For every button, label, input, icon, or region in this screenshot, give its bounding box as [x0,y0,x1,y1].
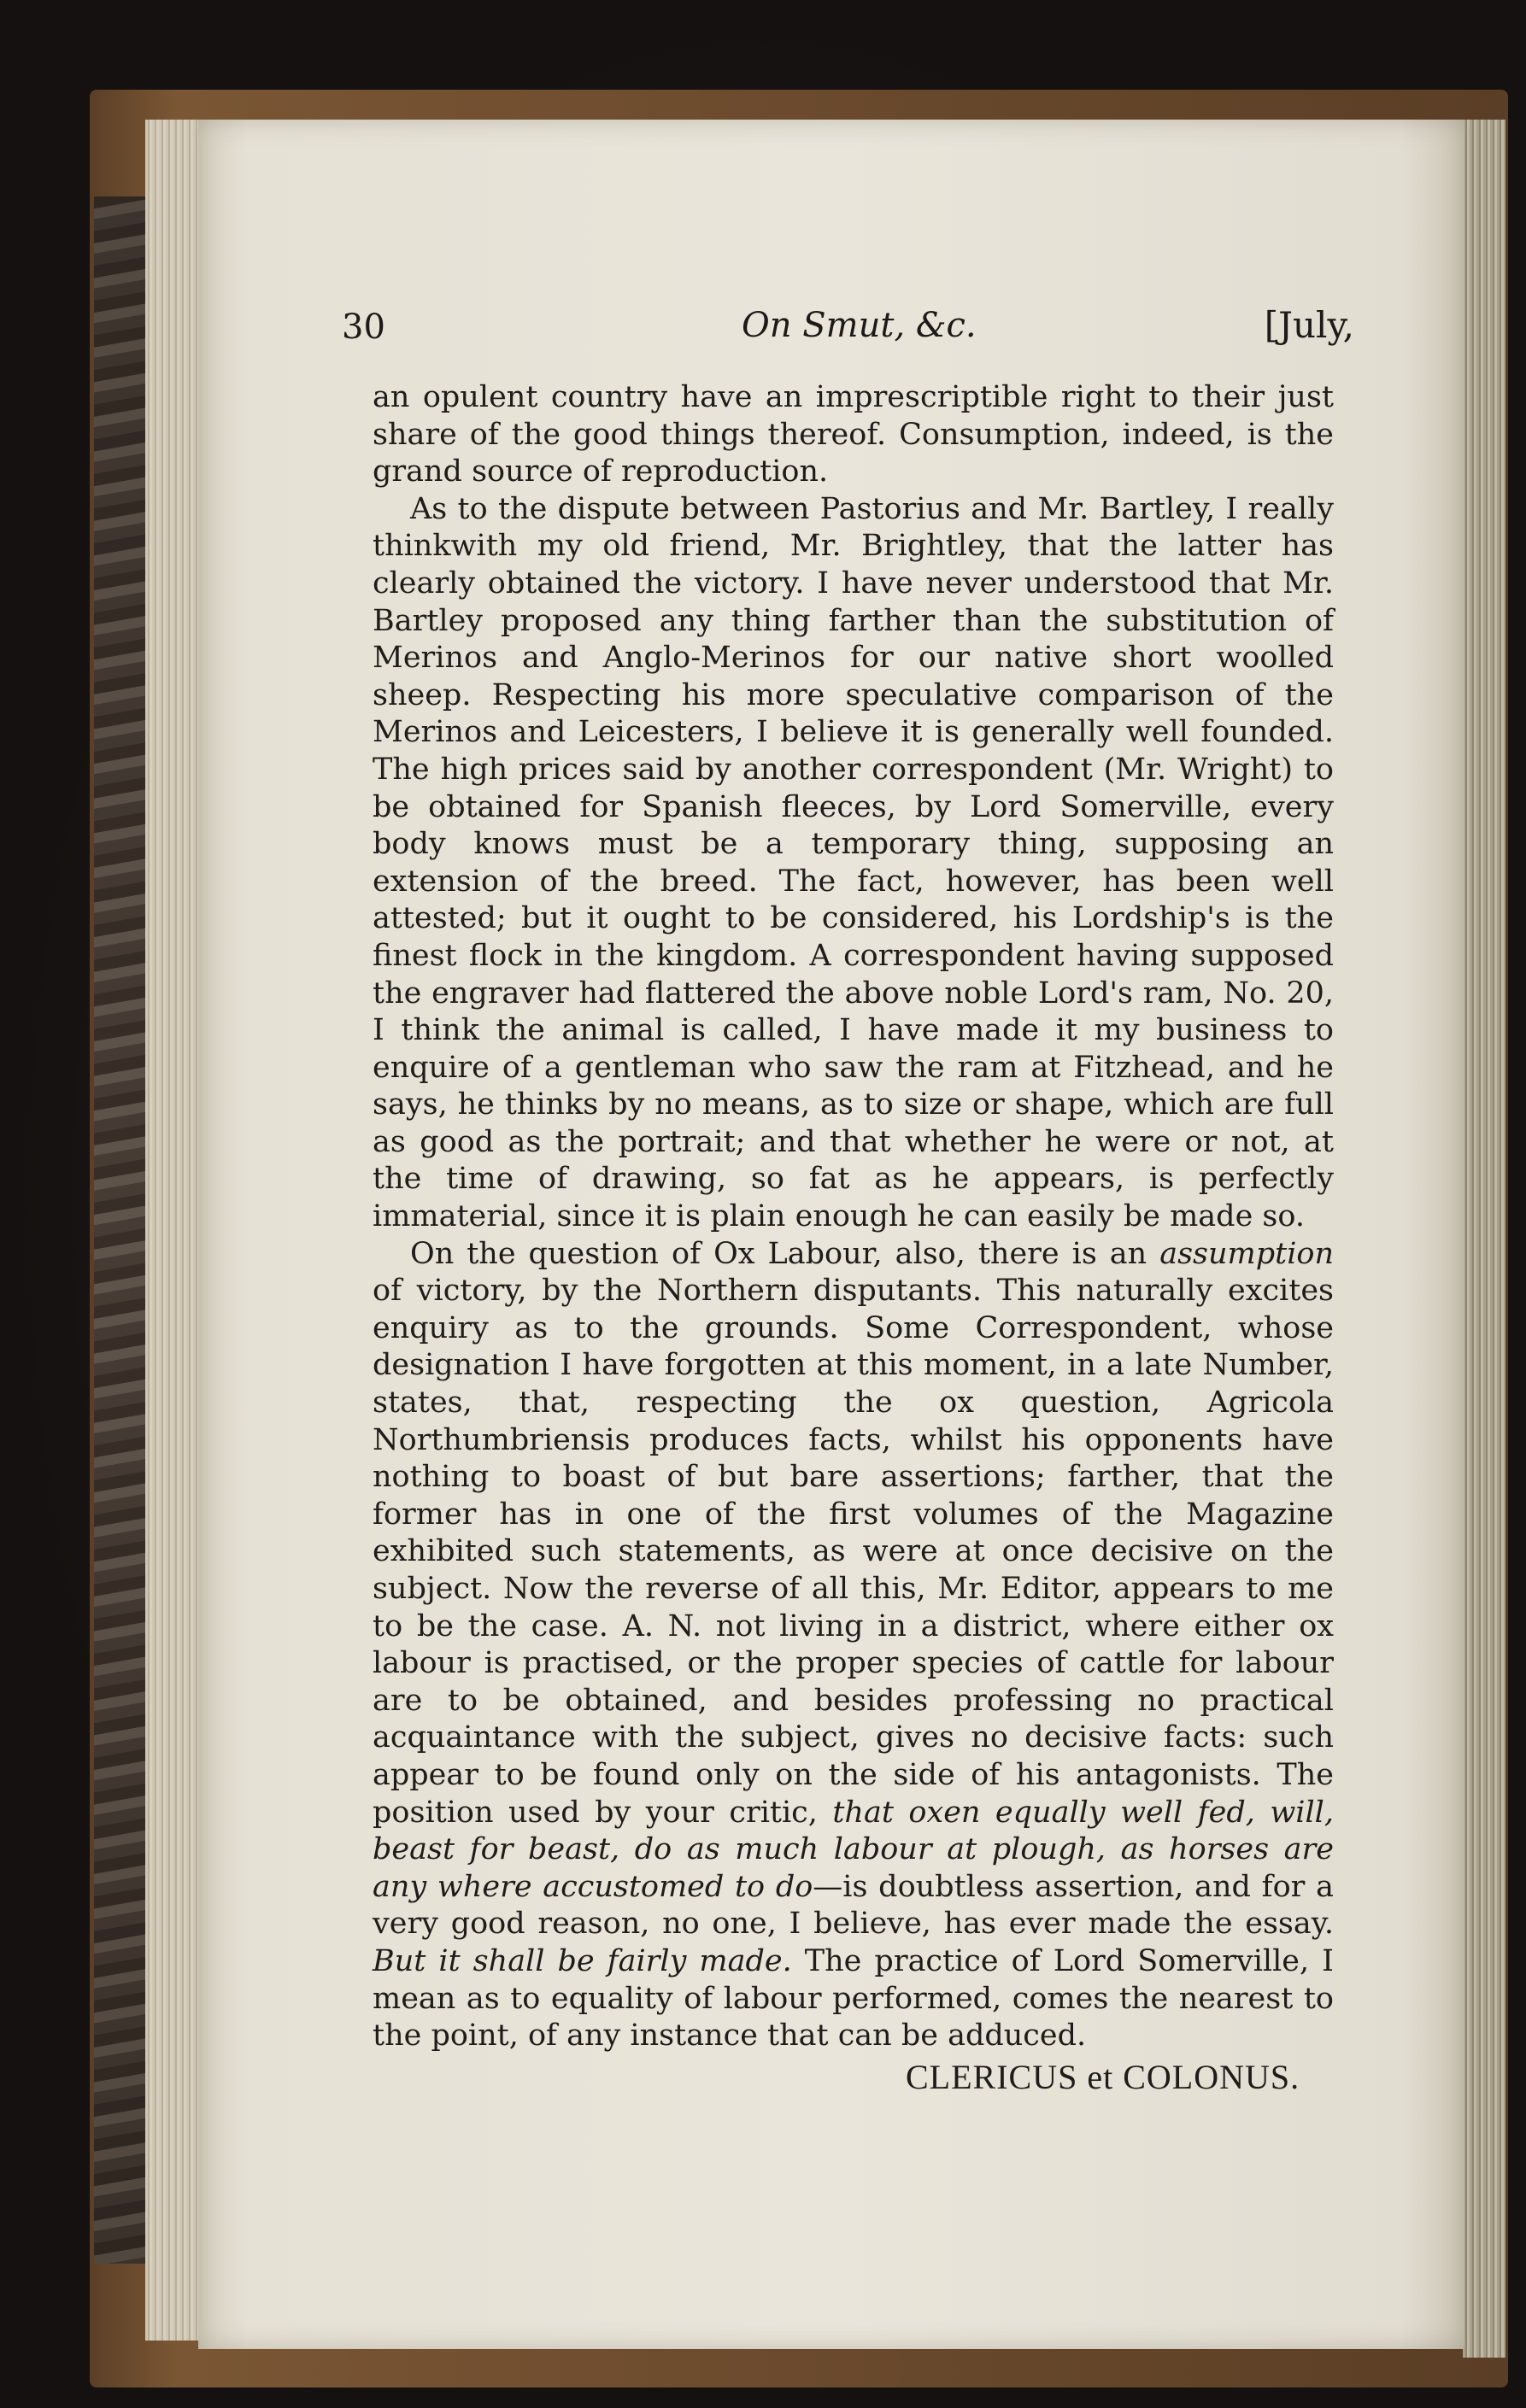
paragraph-3-part-1: On the question of Ox Labour, also, there is an [410,1236,1160,1271]
running-header [342,304,1354,359]
page-edges-right [1463,120,1505,2358]
paragraph-3-italic-1: assumption [1159,1236,1334,1271]
paragraph-3 [373,1236,1334,2055]
signature: CLERICUS et COLONUS. [906,2058,1300,2096]
body-text [373,379,1334,2055]
paragraph-3-part-4: The practice of Lord Somerville, I mean as to equality of labour performed, comes the nearest to the point, of any instance that can be adduced. [373,1943,1334,2054]
page-edges-left [145,120,205,2341]
marbled-board [94,196,145,2264]
paragraph-3-italic-2: that oxen equally well fed, will, beast for beast, do as much labour at plough, as horses are any where accustomed to do [373,1795,1334,1904]
page-number: 30 [342,308,385,347]
paragraph-3-part-2: of victory, by the Northern disputants. This naturally excites enquiry as to the grounds. Some Correspondent, whose designation I have forgotten at this moment, in a late Number, states, that, respecting the ox question, Agricola Northumbriensis produces facts, whilst his opponents have nothing to boast of but bare assertions; farther, that the former has in one of the first volumes of the Magazine exhibited such statements, as were at once decisive on the subject. Now the reverse of all this, Mr. Editor, appears to me to be the case. A. N. not living in a district, where either ox labour is practised, or the proper species of cattle for labour are to be obtained, and besides professing no practical acquaintance with the subject, gives no decisive facts: such appear to be found only on the side of his antagonists. The position used by your critic, [373,1274,1334,1830]
running-date: [July, [1264,304,1354,346]
paragraph-2: As to the dispute between Pastorius and Mr. Bartley, I really thinkwith my old friend, Mr. Brightley, that the latter has clearly obtained the victory. I have never understood that Mr. Bartley proposed any thing farther than the substitution of Merinos and Anglo-Merinos for our native short woolled sheep. Respecting his more speculative comparison of the Merinos and Leicesters, I believe it is generally well founded. The high prices said by another correspondent (Mr. Wright) to be obtained for Spanish fleeces, by Lord Somerville, every body knows must be a temporary thing, supposing an extension of the breed. The fact, however, has been well attested; but it ought to be considered, his Lordship's is the finest flock in the kingdom. A correspondent having supposed the engraver had flattered the above noble Lord's ram, No. 20, I think the animal is called, I have made it my business to enquire of a gentleman who saw the ram at Fitzhead, and he says, he thinks by no means, as to size or shape, which are full as good as the portrait; and that whether he were or not, at the time of drawing, so fat as he appears, is perfectly immaterial, since it is plain enough he can easily be made so. [373,491,1334,1234]
running-title: On Smut, &c. [742,306,977,345]
paragraph-1: an opulent country have an imprescriptible right to their just share of the good things thereof. Consumption, indeed, is the grand source of reproduction. [373,380,1334,489]
paragraph-3-part-3: —is doubtless assertion, and for a very good reason, no one, I believe, has ever made the essay. [373,1869,1334,1942]
paragraph-3-italic-3: But it shall be fairly made. [373,1943,792,1978]
